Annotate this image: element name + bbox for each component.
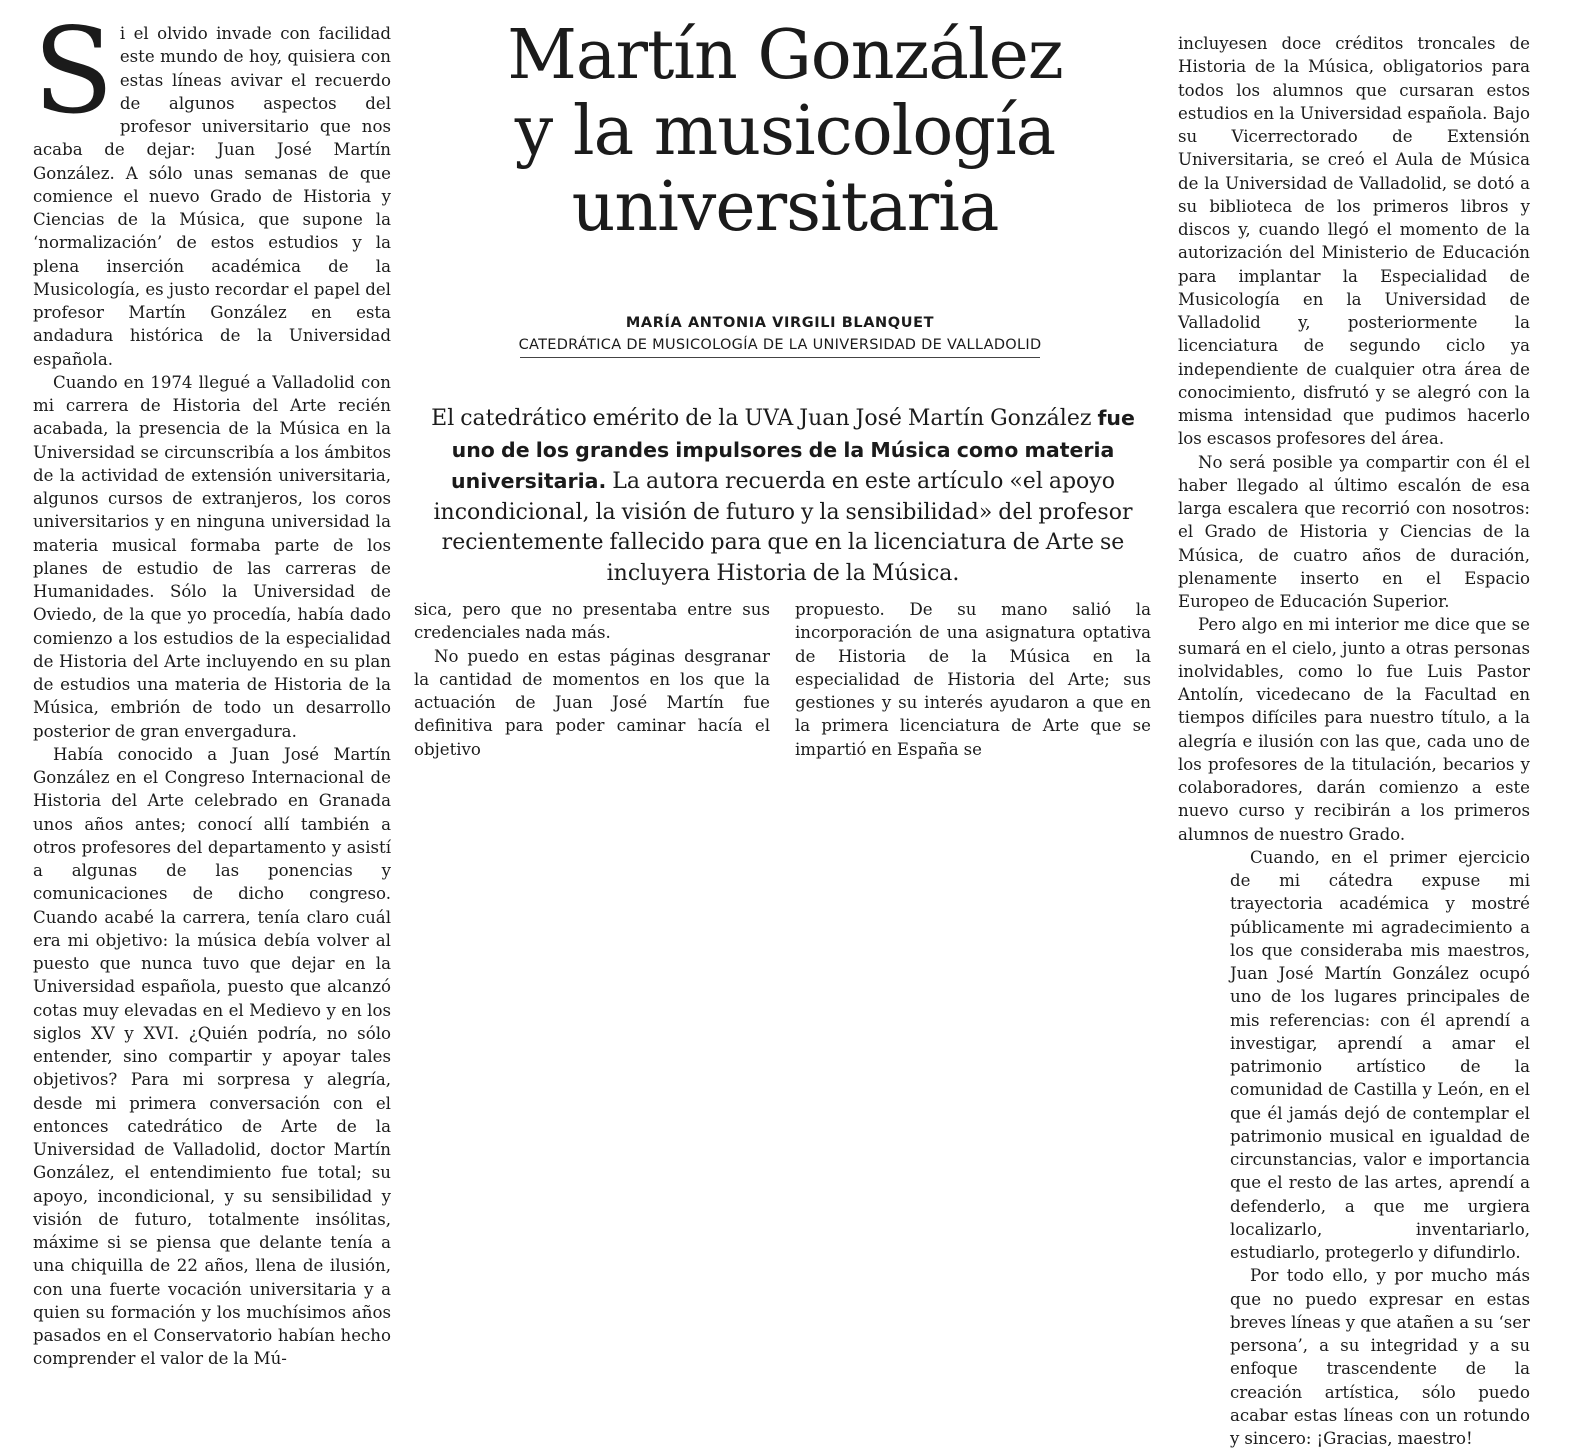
byline <box>480 312 1080 358</box>
lead-text-1: El catedrático emérito de la UVA Juan José Martín González <box>431 406 1098 431</box>
article-paragraph: Pero algo en mi interior me dice que se sumará en el cielo, junto a otras personas inolvidables, como lo fue Luis Pastor Antolín, vicedecano de la Facultad en tiempos difíciles para nuestro título, a la alegría e ilusión con las que, cada uno de los profesores de la titulación, becarios y colaboradores, darán comienzo a este nuevo curso y recibirán a los primeros alumnos de nuestro Grado. <box>1178 615 1530 844</box>
article-paragraph: Por todo ello, y por mucho más que no puedo expresar en estas breves líneas y que atañen a su ‘ser persona’, a su integridad y a su enfoque trascendente de la creación artística, sólo puedo acabar estas líneas con un rotundo y sincero: ¡Gracias, maestro! <box>1230 1266 1530 1448</box>
article-paragraph: Cuando, en el primer ejercicio de mi cátedra expuse mi trayectoria académica y mostré públicamente mi agradecimiento a los que consideraba mis maestros, Juan José Martín González ocupó uno de los lugares principales de mis referencias: con él aprendí a investigar, aprendí a amar el patrimonio artístico de la comunidad de Castilla y León, en el que él jamás dejó de contemplar el patrimonio musical en igualdad de circunstancias, valor e importancia que el resto de las artes, aprendí a defenderlo, a que me urgiera localizarlo, inventariarlo, estudiarlo, protegerlo y difundirlo. <box>1230 847 1530 1262</box>
article-paragraph: No puedo en estas páginas desgranar la cantidad de momentos en los que la actuación de Juan José Martín fue definitiva para poder caminar hacía el objetivo <box>414 646 770 759</box>
lead-bold-text: fue uno de los grandes impulsores de la Música como materia universitaria. <box>451 406 1135 493</box>
article-paragraph: Cuando en 1974 llegué a Valladolid con mi carrera de Historia del Arte recién acabada, la presencia de la Música en la Universidad se circunscribía a los ámbitos de la actividad de extensión universitaria, algunos cursos de extranjeros, los coros universitarios y en ninguna universidad la materia musical formaba parte de los planes de estudio de las carreras de Humanidades. Sólo la Universidad de Oviedo, de la que yo procedía, había dado comienzo a los estudios de la especialidad de Historia del Arte incluyendo en su plan de estudios una materia de Historia de la Música, embrión de todo un desarrollo posterior de gran envergadura. <box>33 372 391 741</box>
article-paragraph <box>33 2 391 371</box>
column-inset <box>1230 846 1530 1450</box>
paragraph-text: i el olvido invade con facilidad este mundo de hoy, quisiera con estas líneas avivar el recuerdo de algunos aspectos del profesor universitario que nos acaba de dejar: Juan José Martín González. A sólo unas semanas de que comience el nuevo Grado de Historia y Ciencias de la Música, que supone la ‘normalización’ de estos estudios y la plena inserción académica de la Musicología, es justo recordar el papel del profesor Martín González en esta andadura histórica de la Universidad española. <box>33 24 391 369</box>
lead-text-2: La autora recuerda en este artículo «el apoyo incondicional, la visión de futuro y la sensibilidad» del profesor recientemente fallecido para que en la licenciatura de Arte se incluyera Historia de la Música. <box>433 469 1133 586</box>
headline-line-3: universitaria <box>571 168 999 247</box>
article-column-3 <box>795 598 1151 761</box>
article-column-1 <box>33 2 391 1371</box>
article-column-4 <box>1178 32 1530 1450</box>
author-affiliation: CATEDRÁTICA DE MUSICOLOGÍA DE LA UNIVERSIDAD DE VALLADOLID <box>518 337 1042 353</box>
article-paragraph: No será posible ya compartir con él el haber llegado al último escalón de esa larga escalera que recorrió con nosotros: el Grado de Historia y Ciencias de la Música, de cuatro años de duración, plenamente inserto en el Espacio Europeo de Educación Superior. <box>1178 452 1530 611</box>
article-paragraph: sica, pero que no presentaba entre sus credenciales nada más. <box>414 600 770 643</box>
byline-rule <box>520 357 1040 358</box>
article-paragraph: propuesto. De su mano salió la incorporación de una asignatura optativa de Historia de la Música en la especialidad de Historia del Arte; sus gestiones y su interés ayudaron a que en la primera licenciatura de Arte que se impartió en España se <box>795 600 1151 759</box>
headline-line-2: y la musicología <box>514 92 1056 171</box>
author-name: MARÍA ANTONIA VIRGILI BLANQUET <box>625 315 935 331</box>
drop-cap: S <box>33 2 114 140</box>
article-paragraph: Había conocido a Juan José Martín González en el Congreso Internacional de Historia del Arte celebrado en Granada unos años antes; conocí allí también a otros profesores del departamento y asistí a algunas de las ponencias y comunicaciones de dicho congreso. Cuando acabé la carrera, tenía claro cuál era mi objetivo: la música debía volver al puesto que nunca tuvo que dejar en la Universidad española, puesto que alcanzó cotas muy elevadas en el Medievo y en los siglos XV y XVI. ¿Quién podría, no sólo entender, sino compartir y apoyar tales objetivos? Para mi sorpresa y alegría, desde mi primera conversación con el entonces catedrático de Arte de la Universidad de Valladolid, doctor Martín González, el entendimiento fue total; su apoyo, incondicional, y su sensibilidad y visión de futuro, totalmente insólitas, máxime si se piensa que delante tenía a una chiquilla de 22 años, llena de ilusión, con una fuerte vocación universitaria y a quien su formación y los muchísimos años pasados en el Conservatorio habían hecho comprender el valor de la Mú- <box>33 744 391 1369</box>
article-paragraph: incluyesen doce créditos troncales de Historia de la Música, obligatorios para todos los alumnos que cursaran estos estudios en la Universidad española. Bajo su Vicerrectorado de Extensión Universitaria, se creó el Aula de Música de la Universidad de Valladolid, se dotó a su biblioteca de los primeros libros y discos y, cuando llegó el momento de la autorización del Ministerio de Educación para implantar la Especialidad de Musicología en la Universidad de Valladolid y, posteriormente la licenciatura de segundo ciclo ya independiente de cualquier otra área de conocimiento, disfrutó y se alegró con la misma intensidad que pudimos hacerlo los escasos profesores del área. <box>1178 34 1530 449</box>
article-column-2 <box>414 598 770 761</box>
lead-paragraph <box>413 403 1153 589</box>
headline-line-1: Martín González <box>507 16 1063 95</box>
headline <box>405 18 1165 246</box>
